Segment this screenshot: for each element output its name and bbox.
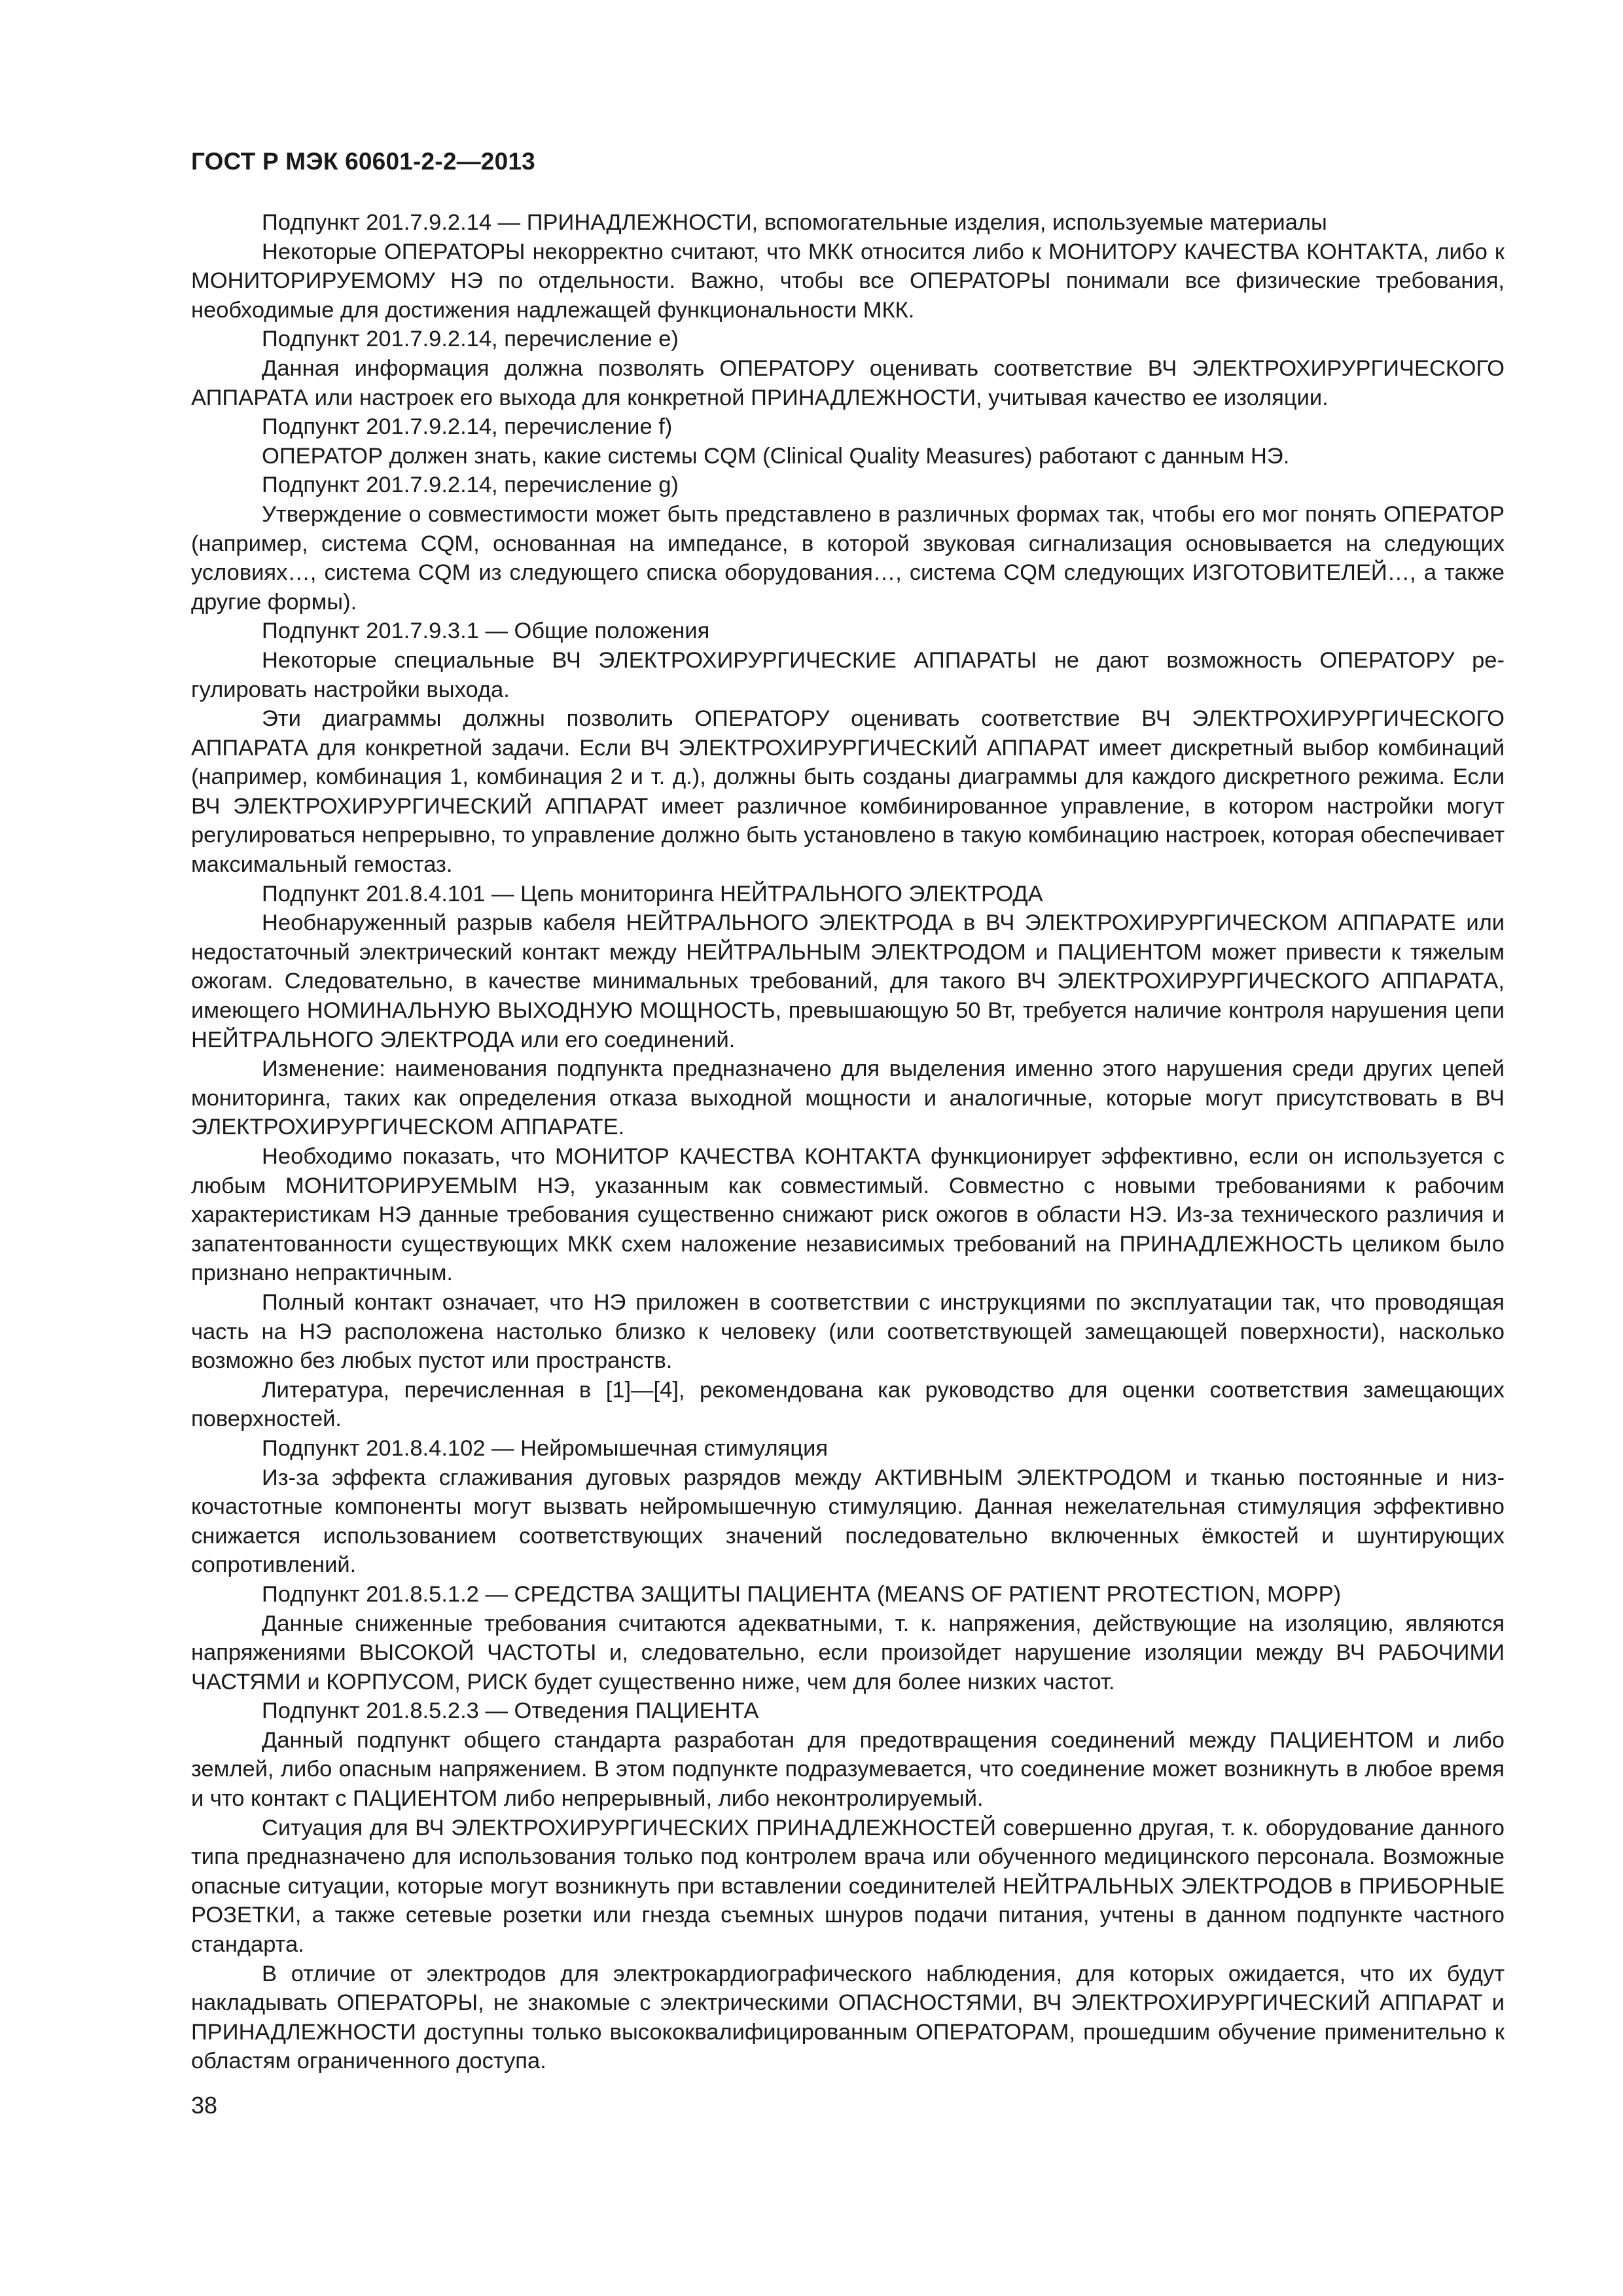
subclause-heading: Подпункт 201.8.5.2.3 — Отведения ПАЦИЕНТА [262, 1698, 759, 1724]
subclause-heading: Подпункт 201.7.9.2.14, перечисление g) [262, 473, 679, 498]
body-paragraph: Данный подпункт общего стандарта разработан для предотвращения соединений между ПАЦИЕНТОМ и либо землей, либо опасным напряжением. В этом подпункте подразумевается, что соединение может возникнуть в любое время и что контакт с ПАЦИЕНТОМ либо непрерывный, либо неконтролируемый. [191, 1727, 1505, 1812]
subclause-heading: Подпункт 201.8.4.101 — Цепь мониторинга НЕЙТРАЛЬНОГО ЭЛЕКТРОДА [262, 881, 1043, 906]
page-number: 38 [191, 2092, 218, 2119]
body-paragraph: Необнаруженный разрыв кабеля НЕЙТРАЛЬНОГО ЭЛЕКТРОДА в ВЧ ЭЛЕКТРОХИРУРГИЧЕСКОМ АППАРАТЕ или недостаточный электрический контакт между НЕЙТРАЛЬНЫМ ЭЛЕКТРОДОМ и ПАЦИЕНТОМ может привести к тяжелым ожогам. Следовательно, в качестве минимальных требований, для такого ВЧ ЭЛЕКТРОХИРУРГИЧЕСКОГО АППАРАТА, имеющего НОМИНАЛЬНУЮ ВЫХОДНУЮ МОЩНОСТЬ, превышающую 50 Вт, требуется наличие контроля нарушения цепи НЕЙТРАЛЬНОГО ЭЛЕКТРОДА или его соединений. [191, 910, 1505, 1052]
body-paragraph: Утверждение о совместимости может быть представлено в различных формах так, чтобы его мог понять ОПЕРАТОР (например, система CQM, основанная на импедансе, в которой звуковая сигнализация основывается на следующих условиях…, система CQM из следующего списка оборудования…, система CQM следующих ИЗГОТОВИТЕЛЕЙ…, а также другие формы). [191, 501, 1505, 615]
standard-header: ГОСТ Р МЭК 60601-2-2—2013 [191, 148, 535, 175]
subclause-heading: Подпункт 201.8.4.102 — Нейромышечная стимуляция [262, 1435, 829, 1461]
body-paragraph: Литература, перечисленная в [1]—[4], рекомендована как руководство для оценки соответствия замещающих поверхностей. [191, 1377, 1505, 1432]
body-paragraph: Некоторые ОПЕРАТОРЫ некорректно считают, что МКК относится либо к МОНИТОРУ КАЧЕСТВА КОНТАКТА, либо к МОНИТОРИРУЕМОМУ НЭ по отдельности. Важно, чтобы все ОПЕРАТОРЫ понимали все физические требования, необходимые для достижения надлежащей функциональности МКК. [191, 239, 1505, 323]
body-paragraph: Эти диаграммы должны позволить ОПЕРАТОРУ оценивать соответствие ВЧ ЭЛЕКТРОХИРУРГИЧЕСКОГО АППАРАТА для конкретной задачи. Если ВЧ ЭЛЕКТРОХИРУРГИЧЕСКИЙ АППАРАТ имеет дискретный выбор комбинаций (например, комбинация 1, комбинация 2 и т. д.), должны быть созданы диаграммы для каждого дискретного режима. Если ВЧ ЭЛЕКТРОХИРУРГИЧЕСКИЙ АППАРАТ имеет различное комбинированное управление, в котором настройки могут регулироваться непрерывно, то управление должно быть установлено в такую комбинацию настроек, которая обеспечивает максимальный гемостаз. [191, 706, 1505, 878]
body-paragraph: Данная информация должна позволять ОПЕРАТОРУ оценивать соответствие ВЧ ЭЛЕКТРОХИРУРГИЧЕСКОГО АППАРАТА или настроек его выхода для конкретной ПРИНАДЛЕЖНОСТИ, учитывая качество ее изоляции. [191, 355, 1505, 410]
subclause-heading: Подпункт 201.7.9.2.14, перечисление f) [262, 414, 673, 440]
body-paragraph: Некоторые специальные ВЧ ЭЛЕКТРОХИРУРГИЧЕСКИЕ АППАРАТЫ не дают возможность ОПЕРАТОРУ регулировать настройки выхода. [191, 647, 1505, 702]
body-paragraph: Из-за эффекта сглаживания дуговых разрядов между АКТИВНЫМ ЭЛЕКТРОДОМ и тканью постоянные и низкочастотные компоненты могут вызвать нейромышечную стимуляцию. Данная нежелательная стимуляция эффективно снижается использованием соответствующих значений последовательно включенных ёмкостей и шунтирующих сопротивлений. [191, 1465, 1505, 1578]
document-body [191, 208, 1505, 2076]
subclause-heading: Подпункт 201.7.9.3.1 — Общие положения [262, 619, 710, 644]
subclause-heading: Подпункт 201.7.9.2.14, перечисление е) [262, 327, 679, 352]
body-paragraph: ОПЕРАТОР должен знать, какие системы CQM (Clinical Quality Measures) работают с данным НЭ. [262, 443, 1290, 469]
body-paragraph: Ситуация для ВЧ ЭЛЕКТРОХИРУРГИЧЕСКИХ ПРИНАДЛЕЖНОСТЕЙ совершенно другая, т. к. оборудование данного типа предназначено для использования только под контролем врача или обученного медицинского персонала. Возможные опасные ситуации, которые могут возникнуть при вставлении соединителей НЕЙТРАЛЬНЫХ ЭЛЕКТРОДОВ в ПРИБОРНЫЕ РОЗЕТКИ, а также сетевые розетки или гнезда съемных шнуров подачи питания, учтены в данном подпункте частного стандарта. [191, 1815, 1505, 1958]
subclause-heading: Подпункт 201.7.9.2.14 — ПРИНАДЛЕЖНОСТИ, вспомогательные изделия, используемые материалы [262, 210, 1327, 235]
body-paragraph: Необходимо показать, что МОНИТОР КАЧЕСТВА КОНТАКТА функционирует эффективно, если он используется с любым МОНИТОРИРУЕМЫМ НЭ, указанным как совместимый. Совместно с новыми требованиями к рабочим характеристикам НЭ данные требования существенно снижают риск ожогов в области НЭ. Из-за технического различия и запатентованности существующих МКК схем наложение независимых требований на ПРИНАДЛЕЖНОСТЬ целиком было признано непрактичным. [191, 1144, 1505, 1286]
body-paragraph: Данные сниженные требования считаются адекватными, т. к. напряжения, действующие на изоляцию, являются напряжениями ВЫСОКОЙ ЧАСТОТЫ и, следовательно, если произойдет нарушение изоляции между ВЧ РАБОЧИМИ ЧАСТЯМИ и КОРПУСОМ, РИСК будет существенно ниже, чем для более низких частот. [191, 1611, 1505, 1695]
body-paragraph: Изменение: наименования подпункта предназначено для выделения именно этого нарушения среди других цепей мониторинга, таких как определения отказа выходной мощности и аналогичные, которые могут присутствовать в ВЧ ЭЛЕКТРОХИРУРГИЧЕСКОМ АППАРАТЕ. [191, 1056, 1505, 1140]
body-paragraph: Полный контакт означает, что НЭ приложен в соответствии с инструкциями по эксплуатации так, что проводящая часть на НЭ расположена настолько близко к человеку (или соответствующей замещающей поверхности), насколько возможно без любых пустот или пространств. [191, 1289, 1505, 1374]
subclause-heading: Подпункт 201.8.5.1.2 — СРЕДСТВА ЗАЩИТЫ ПАЦИЕНТА (MEANS OF PATIENT PROTECTION, MOPP) [262, 1581, 1342, 1607]
body-paragraph: В отличие от электродов для электрокардиографического наблюдения, для которых ожидается, что их будут накладывать ОПЕРАТОРЫ, не знакомые с электрическими ОПАСНОСТЯМИ, ВЧ ЭЛЕКТРОХИРУРГИЧЕСКИЙ АППАРАТ и ПРИНАДЛЕЖНОСТИ доступны только высококвалифицированным ОПЕРАТОРАМ, прошедшим обучение применительно к областям ограниченного доступа. [191, 1961, 1505, 2074]
